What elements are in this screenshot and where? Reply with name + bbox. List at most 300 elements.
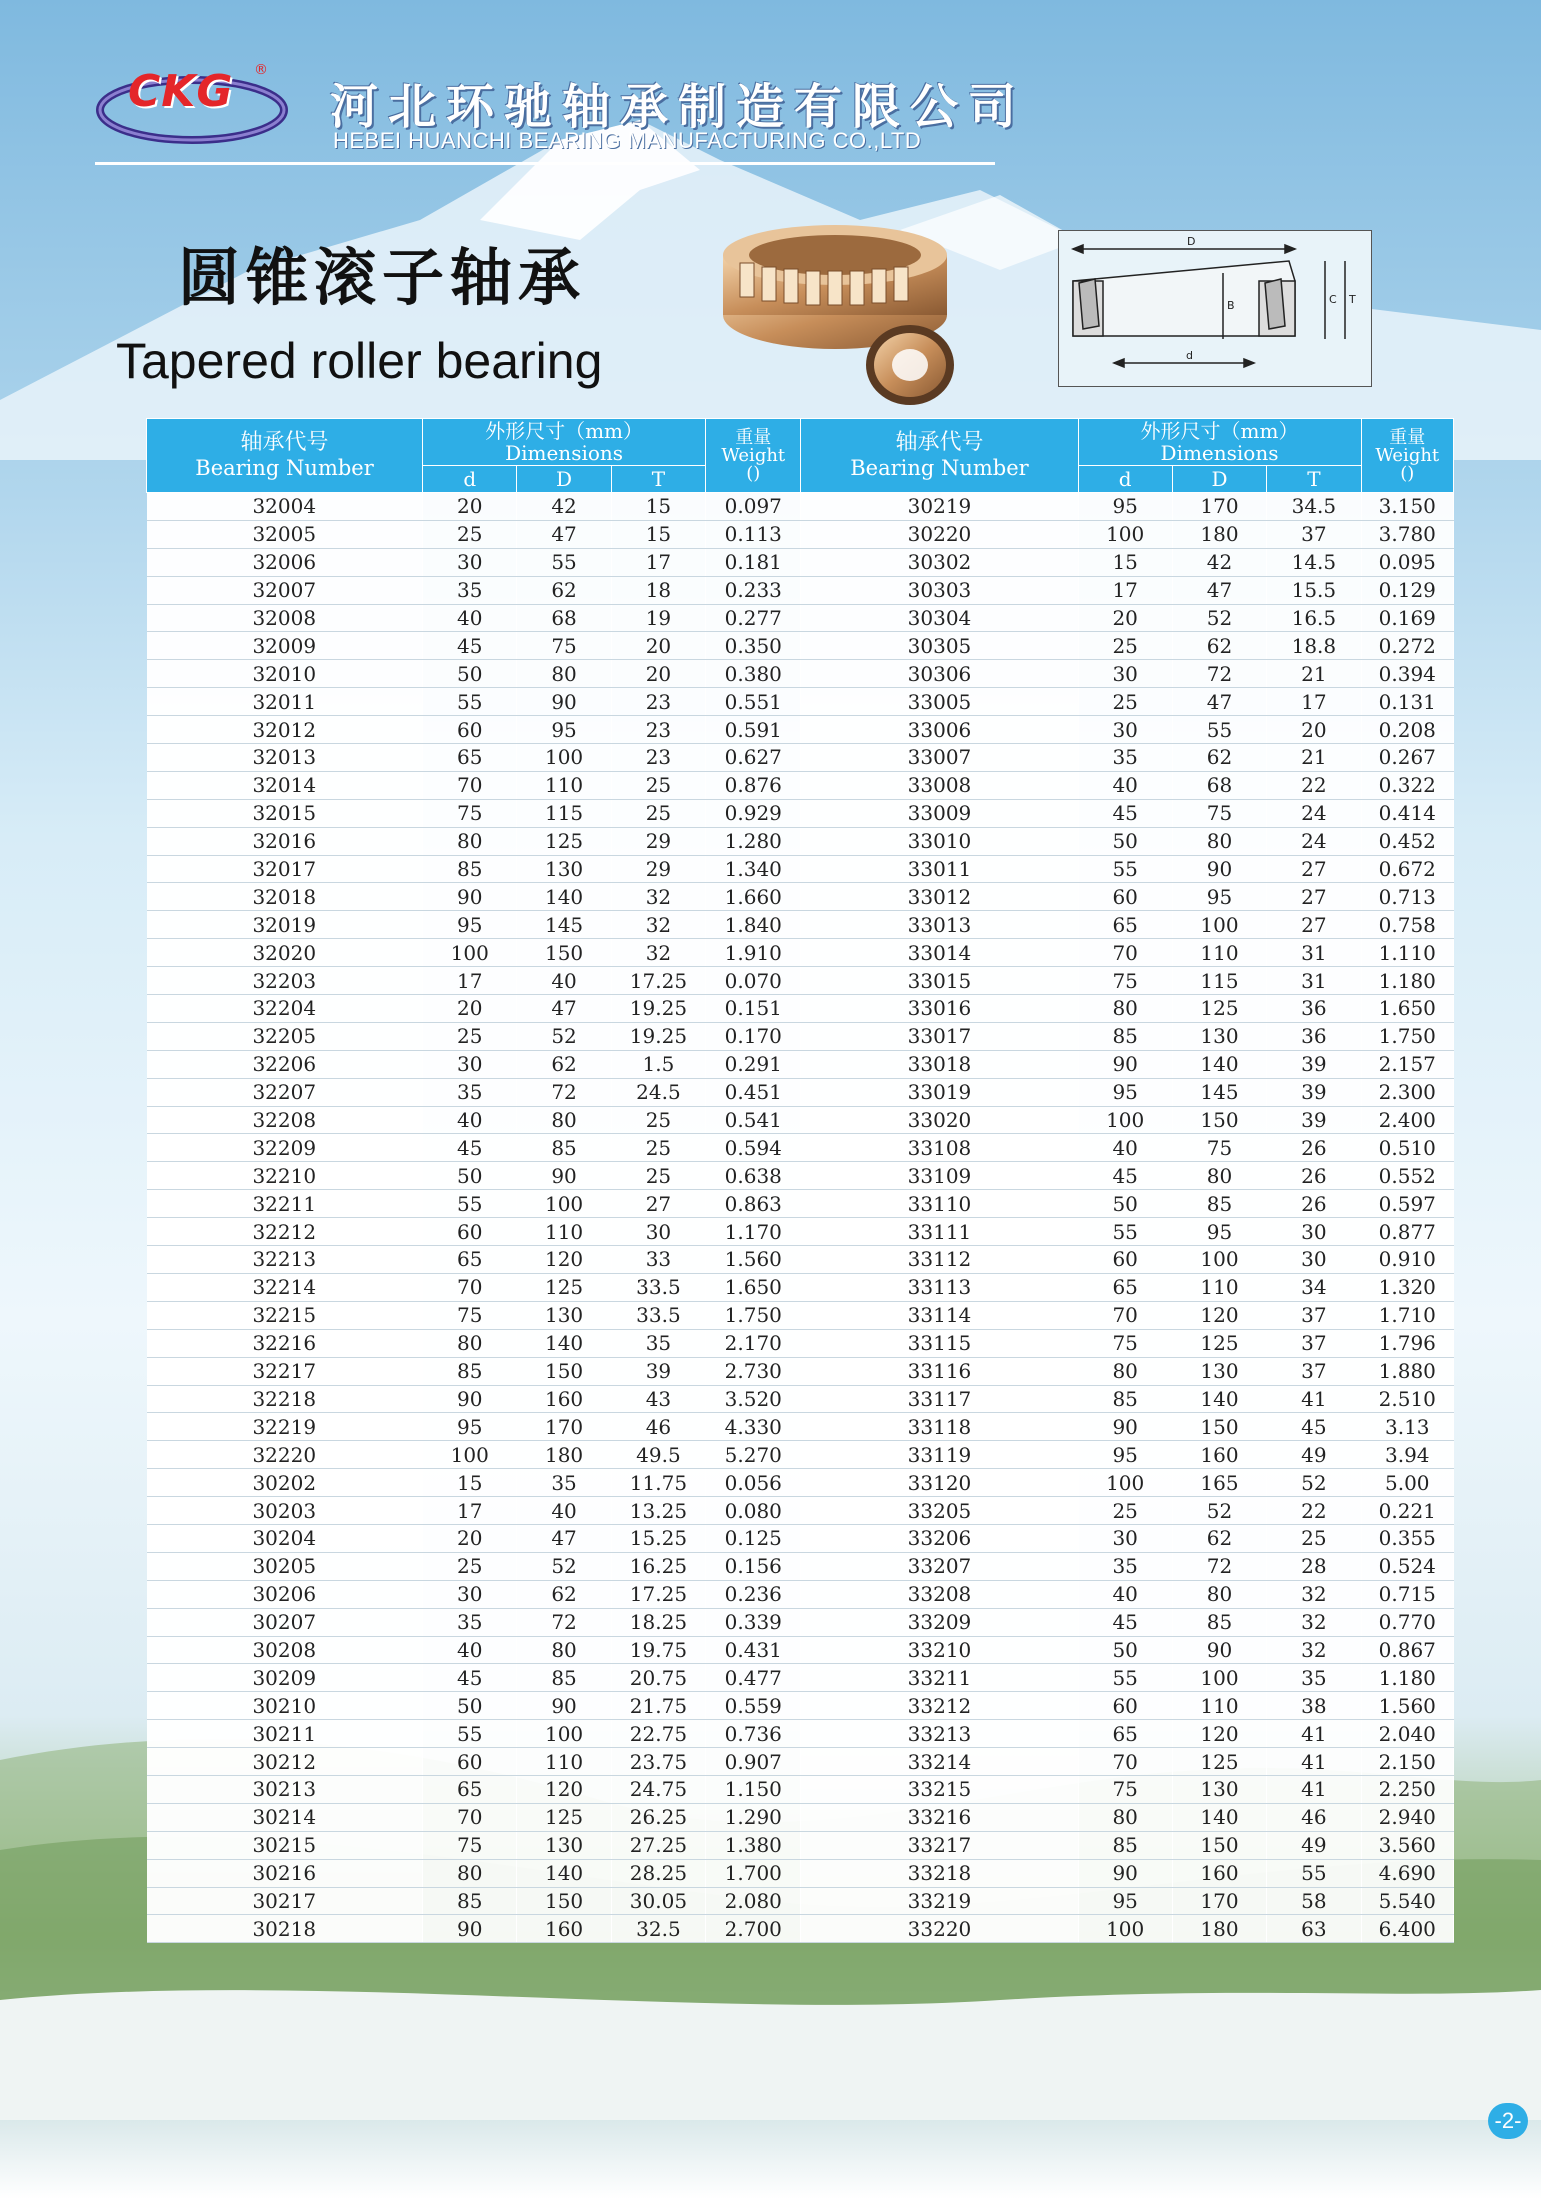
cell-right-d: 100 (1078, 1915, 1172, 1943)
cell-right-T: 17 (1267, 688, 1361, 716)
cell-right-weight: 0.452 (1361, 827, 1453, 855)
cell-left-d: 100 (423, 939, 517, 967)
cell-right-bearing: 33015 (801, 967, 1078, 995)
cell-right-bearing: 33113 (801, 1273, 1078, 1301)
cell-right-T: 37 (1267, 1357, 1361, 1385)
cell-left-d: 80 (423, 1329, 517, 1357)
cell-left-T: 15 (611, 493, 705, 521)
cell-right-bearing: 30219 (801, 493, 1078, 521)
cell-left-weight: 0.080 (706, 1497, 801, 1525)
cell-left-bearing: 32018 (147, 883, 423, 911)
cell-left-D: 55 (517, 548, 611, 576)
cell-right-weight: 0.267 (1361, 744, 1453, 772)
cell-right-D: 47 (1172, 688, 1266, 716)
cell-right-weight: 0.715 (1361, 1580, 1453, 1608)
cell-left-T: 11.75 (611, 1469, 705, 1497)
cell-left-d: 55 (423, 1190, 517, 1218)
cell-left-d: 90 (423, 1385, 517, 1413)
cell-left-D: 47 (517, 520, 611, 548)
cell-right-bearing: 30220 (801, 520, 1078, 548)
cell-left-T: 28.25 (611, 1859, 705, 1887)
cell-left-bearing: 32011 (147, 688, 423, 716)
cell-right-d: 55 (1078, 1664, 1172, 1692)
cell-left-D: 90 (517, 688, 611, 716)
cell-right-d: 100 (1078, 520, 1172, 548)
table-row (147, 1469, 1454, 1497)
cell-right-bearing: 33007 (801, 744, 1078, 772)
cell-right-d: 70 (1078, 939, 1172, 967)
cell-left-weight: 1.910 (706, 939, 801, 967)
cell-left-bearing: 30207 (147, 1608, 423, 1636)
cell-right-T: 52 (1267, 1469, 1361, 1497)
cell-right-d: 50 (1078, 1190, 1172, 1218)
cell-left-bearing: 32020 (147, 939, 423, 967)
table-row (147, 1162, 1454, 1190)
cell-left-T: 1.5 (611, 1050, 705, 1078)
cell-left-bearing: 32206 (147, 1050, 423, 1078)
table-row (147, 1301, 1454, 1329)
cell-right-d: 70 (1078, 1301, 1172, 1329)
cell-right-d: 90 (1078, 1859, 1172, 1887)
cell-right-weight: 2.157 (1361, 1050, 1453, 1078)
table-row (147, 1441, 1454, 1469)
cell-right-D: 125 (1172, 1748, 1266, 1776)
cell-right-d: 95 (1078, 1078, 1172, 1106)
cell-left-T: 46 (611, 1413, 705, 1441)
cell-left-D: 85 (517, 1664, 611, 1692)
cell-left-weight: 0.551 (706, 688, 801, 716)
cell-right-D: 130 (1172, 1357, 1266, 1385)
cell-left-D: 75 (517, 632, 611, 660)
cell-right-weight: 0.414 (1361, 799, 1453, 827)
cell-left-T: 20 (611, 660, 705, 688)
cell-right-D: 170 (1172, 493, 1266, 521)
cell-right-D: 72 (1172, 660, 1266, 688)
cell-right-T: 41 (1267, 1385, 1361, 1413)
table-row (147, 688, 1454, 716)
cell-left-d: 75 (423, 799, 517, 827)
bearing-cross-section-diagram (1058, 230, 1372, 387)
cell-right-weight: 1.180 (1361, 967, 1453, 995)
cell-left-T: 23 (611, 744, 705, 772)
cell-left-D: 160 (517, 1385, 611, 1413)
table-row (147, 1552, 1454, 1580)
cell-left-d: 55 (423, 1720, 517, 1748)
cell-right-T: 21 (1267, 660, 1361, 688)
cell-left-weight: 0.431 (706, 1636, 801, 1664)
col-weight-right (1361, 419, 1453, 493)
cell-left-weight: 0.380 (706, 660, 801, 688)
cell-left-D: 100 (517, 744, 611, 772)
cell-left-T: 32 (611, 911, 705, 939)
cell-left-bearing: 30213 (147, 1775, 423, 1803)
cell-left-d: 90 (423, 1915, 517, 1943)
cell-left-D: 150 (517, 939, 611, 967)
table-row (147, 660, 1454, 688)
cell-right-d: 85 (1078, 1831, 1172, 1859)
cell-right-D: 125 (1172, 995, 1266, 1023)
cell-right-weight: 2.400 (1361, 1106, 1453, 1134)
cell-left-T: 22.75 (611, 1720, 705, 1748)
cell-right-weight: 0.910 (1361, 1246, 1453, 1274)
table-row (147, 632, 1454, 660)
logo-text: CKG (128, 66, 234, 117)
cell-right-T: 26 (1267, 1134, 1361, 1162)
cell-right-weight: 0.524 (1361, 1552, 1453, 1580)
bearing-photo (710, 215, 980, 410)
col-T-right: T (1267, 466, 1361, 493)
cell-right-d: 25 (1078, 632, 1172, 660)
cell-left-bearing: 30215 (147, 1831, 423, 1859)
cell-right-d: 100 (1078, 1106, 1172, 1134)
cell-left-weight: 1.840 (706, 911, 801, 939)
table-row (147, 1134, 1454, 1162)
cell-right-bearing: 33218 (801, 1859, 1078, 1887)
cell-right-bearing: 33012 (801, 883, 1078, 911)
cell-left-bearing: 30205 (147, 1552, 423, 1580)
diagram-label-C: C (1329, 293, 1337, 306)
cell-right-bearing: 33211 (801, 1664, 1078, 1692)
cell-right-d: 80 (1078, 1357, 1172, 1385)
cell-right-T: 41 (1267, 1720, 1361, 1748)
cell-right-T: 18.8 (1267, 632, 1361, 660)
cell-right-D: 180 (1172, 1915, 1266, 1943)
cell-right-d: 45 (1078, 799, 1172, 827)
cell-left-D: 130 (517, 1301, 611, 1329)
cell-right-bearing: 33214 (801, 1748, 1078, 1776)
cell-right-D: 115 (1172, 967, 1266, 995)
cell-left-D: 80 (517, 1636, 611, 1664)
header (0, 0, 1541, 180)
cell-left-d: 17 (423, 967, 517, 995)
diagram-label-B: B (1227, 299, 1235, 312)
cell-right-bearing: 33111 (801, 1218, 1078, 1246)
cell-right-D: 75 (1172, 799, 1266, 827)
cell-left-d: 35 (423, 576, 517, 604)
cell-right-d: 30 (1078, 1524, 1172, 1552)
table-body (147, 493, 1454, 1943)
cell-right-bearing: 33208 (801, 1580, 1078, 1608)
cell-right-T: 37 (1267, 1329, 1361, 1357)
cell-right-bearing: 30306 (801, 660, 1078, 688)
cell-left-T: 25 (611, 771, 705, 799)
cell-left-D: 62 (517, 576, 611, 604)
diagram-label-d: d (1186, 349, 1193, 362)
table-row (147, 548, 1454, 576)
cell-right-weight: 1.320 (1361, 1273, 1453, 1301)
cell-right-D: 100 (1172, 1664, 1266, 1692)
table-row (147, 1887, 1454, 1915)
cell-left-T: 19.75 (611, 1636, 705, 1664)
cell-right-T: 36 (1267, 995, 1361, 1023)
cell-left-weight: 0.477 (706, 1664, 801, 1692)
cell-left-d: 70 (423, 1803, 517, 1831)
header-bearing-en: Bearing Number (850, 456, 1029, 480)
cell-right-D: 120 (1172, 1720, 1266, 1748)
table-row (147, 520, 1454, 548)
cell-right-weight: 2.510 (1361, 1385, 1453, 1413)
cell-left-d: 15 (423, 1469, 517, 1497)
cell-right-bearing: 33108 (801, 1134, 1078, 1162)
cell-left-d: 80 (423, 1859, 517, 1887)
cell-left-D: 115 (517, 799, 611, 827)
cell-left-bearing: 32006 (147, 548, 423, 576)
cell-left-T: 27 (611, 1190, 705, 1218)
table-row (147, 1915, 1454, 1943)
cell-right-d: 45 (1078, 1162, 1172, 1190)
cell-left-T: 19.25 (611, 995, 705, 1023)
cell-left-weight: 0.350 (706, 632, 801, 660)
cell-right-D: 130 (1172, 1022, 1266, 1050)
header-dims-cn: 外形尺寸（mm） (485, 419, 644, 443)
cell-right-T: 20 (1267, 716, 1361, 744)
cell-left-weight: 1.560 (706, 1246, 801, 1274)
cell-left-T: 27.25 (611, 1831, 705, 1859)
cell-right-d: 40 (1078, 771, 1172, 799)
cell-left-bearing: 32207 (147, 1078, 423, 1106)
col-dimensions-left (423, 419, 706, 466)
cell-right-bearing: 33013 (801, 911, 1078, 939)
cell-left-bearing: 32008 (147, 604, 423, 632)
cell-left-T: 33.5 (611, 1273, 705, 1301)
cell-right-d: 17 (1078, 576, 1172, 604)
cell-left-bearing: 32015 (147, 799, 423, 827)
cell-right-weight: 0.131 (1361, 688, 1453, 716)
cell-left-d: 80 (423, 827, 517, 855)
cell-left-D: 52 (517, 1552, 611, 1580)
cell-right-D: 80 (1172, 1162, 1266, 1190)
cell-right-bearing: 33117 (801, 1385, 1078, 1413)
cell-right-bearing: 33215 (801, 1775, 1078, 1803)
col-weight-left (706, 419, 801, 493)
table-row (147, 1357, 1454, 1385)
diagram-label-T: T (1349, 293, 1356, 306)
cell-left-D: 80 (517, 660, 611, 688)
cell-left-weight: 0.863 (706, 1190, 801, 1218)
cell-left-d: 25 (423, 1552, 517, 1580)
cell-right-D: 85 (1172, 1608, 1266, 1636)
cell-left-d: 25 (423, 520, 517, 548)
cell-right-d: 20 (1078, 604, 1172, 632)
cell-right-weight: 0.221 (1361, 1497, 1453, 1525)
cell-left-bearing: 30209 (147, 1664, 423, 1692)
cell-left-T: 15.25 (611, 1524, 705, 1552)
cell-right-bearing: 33216 (801, 1803, 1078, 1831)
cell-right-T: 32 (1267, 1608, 1361, 1636)
cell-left-weight: 0.070 (706, 967, 801, 995)
cell-right-D: 62 (1172, 632, 1266, 660)
cell-left-D: 68 (517, 604, 611, 632)
cell-left-bearing: 32219 (147, 1413, 423, 1441)
cell-left-T: 20 (611, 632, 705, 660)
cell-left-D: 62 (517, 1580, 611, 1608)
cell-left-T: 23.75 (611, 1748, 705, 1776)
cell-right-d: 25 (1078, 688, 1172, 716)
cell-right-D: 52 (1172, 1497, 1266, 1525)
cell-right-d: 90 (1078, 1413, 1172, 1441)
cell-left-weight: 0.451 (706, 1078, 801, 1106)
cell-left-weight: 1.650 (706, 1273, 801, 1301)
cell-left-D: 85 (517, 1134, 611, 1162)
cell-left-d: 40 (423, 1636, 517, 1664)
page-title-cn: 圆锥滚子轴承 (178, 241, 587, 314)
cell-right-T: 35 (1267, 1664, 1361, 1692)
cell-right-T: 55 (1267, 1859, 1361, 1887)
cell-right-d: 25 (1078, 1497, 1172, 1525)
cell-left-d: 60 (423, 716, 517, 744)
cell-left-T: 18.25 (611, 1608, 705, 1636)
cell-left-weight: 0.627 (706, 744, 801, 772)
cell-left-weight: 1.150 (706, 1775, 801, 1803)
cell-left-D: 47 (517, 1524, 611, 1552)
cell-left-d: 40 (423, 1106, 517, 1134)
cell-left-d: 45 (423, 1664, 517, 1692)
cell-right-D: 52 (1172, 604, 1266, 632)
cell-left-d: 60 (423, 1748, 517, 1776)
table-row (147, 1720, 1454, 1748)
table-row (147, 1748, 1454, 1776)
header-weight-unit: () (746, 462, 761, 484)
cell-right-d: 85 (1078, 1385, 1172, 1413)
cell-left-weight: 1.170 (706, 1218, 801, 1246)
cell-right-weight: 2.250 (1361, 1775, 1453, 1803)
cell-left-D: 52 (517, 1022, 611, 1050)
cell-right-T: 27 (1267, 911, 1361, 939)
table-row (147, 1218, 1454, 1246)
cell-left-D: 95 (517, 716, 611, 744)
cell-right-T: 34 (1267, 1273, 1361, 1301)
cell-right-D: 80 (1172, 1580, 1266, 1608)
cell-right-D: 100 (1172, 911, 1266, 939)
cell-right-T: 27 (1267, 883, 1361, 911)
cell-left-D: 120 (517, 1246, 611, 1274)
cell-left-weight: 1.280 (706, 827, 801, 855)
cell-left-D: 42 (517, 493, 611, 521)
cell-left-T: 43 (611, 1385, 705, 1413)
cell-right-bearing: 33118 (801, 1413, 1078, 1441)
cell-right-weight: 0.877 (1361, 1218, 1453, 1246)
cell-right-d: 100 (1078, 1469, 1172, 1497)
table-row (147, 1524, 1454, 1552)
cell-left-bearing: 32208 (147, 1106, 423, 1134)
cell-left-T: 32 (611, 939, 705, 967)
cell-left-bearing: 32214 (147, 1273, 423, 1301)
cell-left-weight: 2.170 (706, 1329, 801, 1357)
cell-left-D: 80 (517, 1106, 611, 1134)
cell-right-D: 130 (1172, 1775, 1266, 1803)
cell-left-D: 100 (517, 1720, 611, 1748)
cell-right-d: 55 (1078, 855, 1172, 883)
cell-left-bearing: 32209 (147, 1134, 423, 1162)
cell-left-weight: 5.270 (706, 1441, 801, 1469)
cell-left-d: 25 (423, 1022, 517, 1050)
cell-right-T: 28 (1267, 1552, 1361, 1580)
cell-right-d: 50 (1078, 827, 1172, 855)
cell-left-bearing: 32205 (147, 1022, 423, 1050)
cell-right-d: 90 (1078, 1050, 1172, 1078)
cell-left-bearing: 32019 (147, 911, 423, 939)
cell-right-weight: 0.672 (1361, 855, 1453, 883)
table-row (147, 827, 1454, 855)
cell-left-d: 75 (423, 1831, 517, 1859)
cell-right-d: 95 (1078, 1887, 1172, 1915)
cell-left-D: 125 (517, 1803, 611, 1831)
cell-right-weight: 0.552 (1361, 1162, 1453, 1190)
table-row (147, 1022, 1454, 1050)
cell-left-D: 72 (517, 1078, 611, 1106)
cell-right-bearing: 33018 (801, 1050, 1078, 1078)
cell-right-D: 72 (1172, 1552, 1266, 1580)
header-divider (95, 162, 995, 165)
header-weight-unit: () (1400, 462, 1415, 484)
cell-left-weight: 0.638 (706, 1162, 801, 1190)
cell-right-weight: 0.095 (1361, 548, 1453, 576)
cell-left-bearing: 32218 (147, 1385, 423, 1413)
cell-left-T: 17.25 (611, 1580, 705, 1608)
cell-right-T: 46 (1267, 1803, 1361, 1831)
cell-right-T: 26 (1267, 1190, 1361, 1218)
table-row (147, 855, 1454, 883)
cell-right-T: 32 (1267, 1580, 1361, 1608)
cell-left-weight: 0.876 (706, 771, 801, 799)
table-row (147, 1859, 1454, 1887)
cell-right-D: 110 (1172, 939, 1266, 967)
cell-right-weight: 3.94 (1361, 1441, 1453, 1469)
cell-right-D: 68 (1172, 771, 1266, 799)
cell-right-bearing: 33217 (801, 1831, 1078, 1859)
cell-left-D: 130 (517, 855, 611, 883)
cell-right-bearing: 33219 (801, 1887, 1078, 1915)
cell-left-d: 45 (423, 1134, 517, 1162)
cell-right-weight: 1.180 (1361, 1664, 1453, 1692)
col-d-right: d (1078, 466, 1172, 493)
header-weight-en: Weight (721, 444, 786, 466)
cell-left-weight: 2.730 (706, 1357, 801, 1385)
cell-right-D: 125 (1172, 1329, 1266, 1357)
cell-right-bearing: 33016 (801, 995, 1078, 1023)
cell-right-weight: 0.510 (1361, 1134, 1453, 1162)
cell-left-d: 65 (423, 1246, 517, 1274)
col-bearing-number-left (147, 419, 423, 493)
company-name-cn: 河北环驰轴承制造有限公司 (330, 79, 1027, 135)
cell-right-weight: 2.300 (1361, 1078, 1453, 1106)
table-row (147, 1775, 1454, 1803)
cell-left-d: 70 (423, 1273, 517, 1301)
cell-left-T: 24.5 (611, 1078, 705, 1106)
cell-right-D: 110 (1172, 1692, 1266, 1720)
cell-right-T: 30 (1267, 1246, 1361, 1274)
col-T-left: T (611, 466, 705, 493)
cell-left-weight: 0.929 (706, 799, 801, 827)
table-row (147, 1497, 1454, 1525)
cell-right-D: 75 (1172, 1134, 1266, 1162)
cell-right-weight: 0.272 (1361, 632, 1453, 660)
bearing-spec-table (146, 418, 1454, 1943)
cell-left-bearing: 30202 (147, 1469, 423, 1497)
cell-left-weight: 0.594 (706, 1134, 801, 1162)
cell-right-D: 110 (1172, 1273, 1266, 1301)
cell-left-weight: 0.125 (706, 1524, 801, 1552)
cell-right-D: 140 (1172, 1050, 1266, 1078)
cell-left-d: 90 (423, 883, 517, 911)
cell-left-D: 40 (517, 967, 611, 995)
cell-right-D: 170 (1172, 1887, 1266, 1915)
cell-right-T: 16.5 (1267, 604, 1361, 632)
header-bearing-cn: 轴承代号 (895, 430, 984, 455)
cell-right-bearing: 33205 (801, 1497, 1078, 1525)
cell-left-weight: 1.700 (706, 1859, 801, 1887)
cell-left-T: 18 (611, 576, 705, 604)
